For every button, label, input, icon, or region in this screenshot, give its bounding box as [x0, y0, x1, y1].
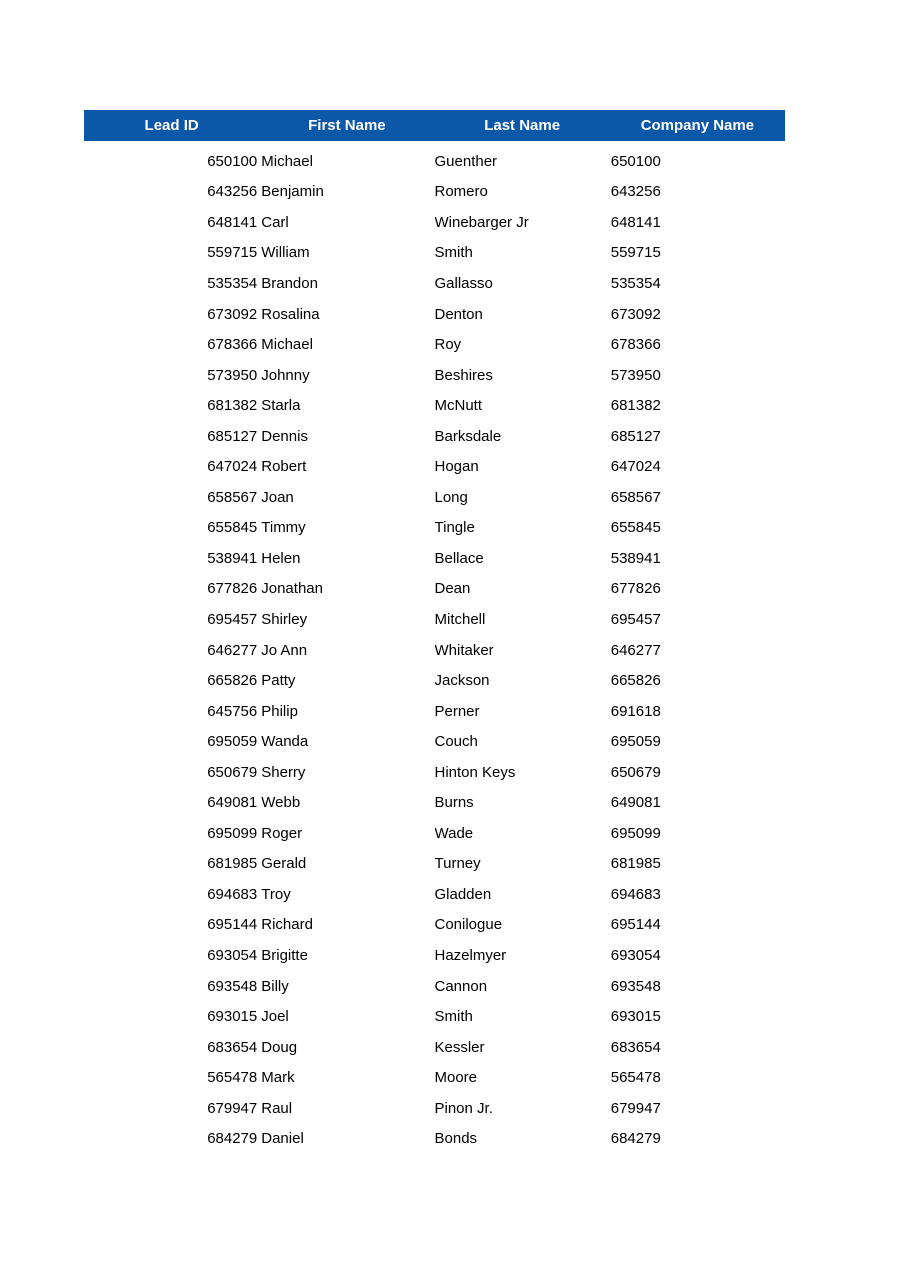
- cell-lead-id: 648141: [207, 213, 258, 231]
- table-row: [84, 207, 785, 238]
- cell-last-name: Hinton Keys: [434, 763, 516, 781]
- cell-company-name: 679947: [610, 1099, 661, 1117]
- cell-company-name: 655845: [610, 519, 661, 537]
- cell-last-name: Hazelmyer: [434, 946, 507, 964]
- cell-company-name: 695059: [610, 733, 661, 751]
- cell-last-name: Hogan: [434, 458, 479, 476]
- cell-lead-id: 685127: [207, 427, 258, 445]
- cell-last-name: Barksdale: [434, 427, 502, 445]
- cell-company-name: 573950: [610, 366, 661, 384]
- cell-last-name: Whitaker: [434, 641, 494, 659]
- cell-first-name: Michael: [261, 152, 313, 170]
- cell-lead-id: 649081: [207, 794, 258, 812]
- table-row: [84, 421, 785, 452]
- cell-company-name: 694683: [610, 885, 661, 903]
- table-row: [84, 910, 785, 941]
- column-header-last-name: Last Name: [484, 117, 561, 134]
- cell-lead-id: 650100: [207, 152, 258, 170]
- cell-company-name: 647024: [610, 458, 661, 476]
- cell-lead-id: 565478: [207, 1069, 258, 1087]
- cell-company-name: 693548: [610, 977, 661, 995]
- cell-first-name: Starla: [261, 397, 301, 415]
- table-row: [84, 1001, 785, 1032]
- cell-first-name: Raul: [261, 1099, 293, 1117]
- table-row: [84, 849, 785, 880]
- cell-lead-id: 693054: [207, 946, 258, 964]
- table-row: [84, 818, 785, 849]
- cell-company-name: 643256: [610, 183, 661, 201]
- cell-lead-id: 678366: [207, 336, 258, 354]
- cell-last-name: Wade: [434, 824, 474, 842]
- cell-last-name: Conilogue: [434, 916, 503, 934]
- cell-first-name: Sherry: [261, 763, 306, 781]
- cell-first-name: Carl: [261, 213, 289, 231]
- cell-company-name: 538941: [610, 549, 661, 567]
- cell-company-name: 658567: [610, 488, 661, 506]
- cell-last-name: Smith: [434, 244, 473, 262]
- cell-first-name: Billy: [261, 977, 289, 995]
- cell-first-name: Timmy: [261, 519, 306, 537]
- table-row: [84, 1093, 785, 1124]
- cell-first-name: Johnny: [261, 366, 310, 384]
- cell-first-name: Philip: [261, 702, 298, 720]
- cell-company-name: 685127: [610, 427, 661, 445]
- cell-first-name: Michael: [261, 336, 313, 354]
- cell-last-name: Dean: [434, 580, 471, 598]
- cell-lead-id: 683654: [207, 1038, 258, 1056]
- cell-company-name: 681382: [610, 397, 661, 415]
- cell-first-name: Doug: [261, 1038, 298, 1056]
- cell-first-name: Wanda: [261, 733, 309, 751]
- cell-lead-id: 645756: [207, 702, 258, 720]
- cell-company-name: 646277: [610, 641, 661, 659]
- table-row: [84, 299, 785, 330]
- cell-first-name: Patty: [261, 672, 296, 690]
- cell-first-name: Jo Ann: [261, 641, 308, 659]
- cell-lead-id: 695144: [207, 916, 258, 934]
- cell-last-name: Perner: [434, 702, 480, 720]
- table-row: [84, 360, 785, 391]
- cell-last-name: Tingle: [434, 519, 475, 537]
- cell-company-name: 559715: [610, 244, 661, 262]
- cell-last-name: Bonds: [434, 1130, 478, 1148]
- cell-lead-id: 647024: [207, 458, 258, 476]
- cell-first-name: William: [261, 244, 310, 262]
- cell-lead-id: 695059: [207, 733, 258, 751]
- cell-lead-id: 695457: [207, 610, 258, 628]
- cell-last-name: Gallasso: [434, 274, 493, 292]
- cell-last-name: Denton: [434, 305, 483, 323]
- cell-lead-id: 655845: [207, 519, 258, 537]
- cell-last-name: Beshires: [434, 366, 493, 384]
- table-row: [84, 513, 785, 544]
- cell-company-name: 678366: [610, 336, 661, 354]
- leads-table-body: [84, 146, 785, 1154]
- cell-lead-id: 646277: [207, 641, 258, 659]
- cell-company-name: 665826: [610, 672, 661, 690]
- cell-lead-id: 535354: [207, 274, 258, 292]
- table-row: [84, 177, 785, 208]
- cell-company-name: 691618: [610, 702, 661, 720]
- cell-company-name: 681985: [610, 855, 661, 873]
- cell-company-name: 683654: [610, 1038, 661, 1056]
- table-row: [84, 1032, 785, 1063]
- cell-last-name: Romero: [434, 183, 488, 201]
- cell-last-name: Burns: [434, 794, 474, 812]
- cell-last-name: Bellace: [434, 549, 484, 567]
- cell-company-name: 695099: [610, 824, 661, 842]
- cell-first-name: Roger: [261, 824, 303, 842]
- cell-lead-id: 677826: [207, 580, 258, 598]
- cell-company-name: 650679: [610, 763, 661, 781]
- cell-lead-id: 693548: [207, 977, 258, 995]
- table-row: [84, 390, 785, 421]
- cell-last-name: Pinon Jr.: [434, 1099, 493, 1117]
- table-row: [84, 238, 785, 269]
- cell-company-name: 693015: [610, 1008, 661, 1026]
- cell-first-name: Troy: [261, 885, 291, 903]
- cell-lead-id: 679947: [207, 1099, 258, 1117]
- cell-company-name: 535354: [610, 274, 661, 292]
- cell-last-name: Winebarger Jr: [434, 213, 529, 231]
- table-row: [84, 635, 785, 666]
- cell-company-name: 677826: [610, 580, 661, 598]
- cell-lead-id: 681985: [207, 855, 258, 873]
- cell-first-name: Benjamin: [261, 183, 324, 201]
- cell-company-name: 693054: [610, 946, 661, 964]
- cell-first-name: Joel: [261, 1008, 289, 1026]
- cell-first-name: Joan: [261, 488, 294, 506]
- column-header-lead-id: Lead ID: [144, 117, 199, 134]
- cell-company-name: 565478: [610, 1069, 661, 1087]
- cell-last-name: Cannon: [434, 977, 488, 995]
- cell-lead-id: 681382: [207, 397, 258, 415]
- table-row: [84, 1124, 785, 1155]
- cell-last-name: Turney: [434, 855, 481, 873]
- column-header-company-name: Company Name: [640, 117, 755, 134]
- cell-company-name: 673092: [610, 305, 661, 323]
- cell-company-name: 648141: [610, 213, 661, 231]
- cell-lead-id: 650679: [207, 763, 258, 781]
- table-row: [84, 879, 785, 910]
- table-row: [84, 726, 785, 757]
- cell-company-name: 695457: [610, 610, 661, 628]
- cell-company-name: 695144: [610, 916, 661, 934]
- cell-lead-id: 665826: [207, 672, 258, 690]
- cell-lead-id: 693015: [207, 1008, 258, 1026]
- table-row: [84, 971, 785, 1002]
- cell-last-name: Jackson: [434, 672, 490, 690]
- cell-lead-id: 559715: [207, 244, 258, 262]
- column-header-first-name: First Name: [308, 117, 386, 134]
- cell-first-name: Richard: [261, 916, 313, 934]
- cell-last-name: Kessler: [434, 1038, 485, 1056]
- cell-lead-id: 643256: [207, 183, 258, 201]
- cell-first-name: Robert: [261, 458, 307, 476]
- table-row: [84, 940, 785, 971]
- leads-table-header: [84, 110, 785, 141]
- cell-first-name: Rosalina: [261, 305, 320, 323]
- cell-first-name: Jonathan: [261, 580, 323, 598]
- table-row: [84, 268, 785, 299]
- cell-first-name: Gerald: [261, 855, 307, 873]
- table-row: [84, 665, 785, 696]
- table-row: [84, 543, 785, 574]
- cell-company-name: 684279: [610, 1130, 661, 1148]
- table-row: [84, 146, 785, 177]
- table-row: [84, 696, 785, 727]
- cell-first-name: Helen: [261, 549, 301, 567]
- cell-first-name: Brigitte: [261, 946, 308, 964]
- cell-company-name: 649081: [610, 794, 661, 812]
- cell-lead-id: 538941: [207, 549, 258, 567]
- cell-last-name: Mitchell: [434, 610, 486, 628]
- cell-last-name: Guenther: [434, 152, 498, 170]
- table-row: [84, 787, 785, 818]
- table-row: [84, 451, 785, 482]
- cell-last-name: Moore: [434, 1069, 478, 1087]
- cell-first-name: Brandon: [261, 274, 318, 292]
- cell-first-name: Webb: [261, 794, 301, 812]
- cell-first-name: Shirley: [261, 610, 308, 628]
- cell-last-name: Couch: [434, 733, 478, 751]
- table-row: [84, 757, 785, 788]
- table-row: [84, 482, 785, 513]
- cell-lead-id: 658567: [207, 488, 258, 506]
- cell-first-name: Daniel: [261, 1130, 304, 1148]
- cell-last-name: Long: [434, 488, 468, 506]
- cell-first-name: Dennis: [261, 427, 308, 445]
- cell-lead-id: 684279: [207, 1130, 258, 1148]
- cell-lead-id: 673092: [207, 305, 258, 323]
- cell-last-name: Smith: [434, 1008, 473, 1026]
- cell-last-name: Roy: [434, 336, 462, 354]
- cell-last-name: Gladden: [434, 885, 492, 903]
- table-row: [84, 329, 785, 360]
- cell-lead-id: 573950: [207, 366, 258, 384]
- cell-lead-id: 694683: [207, 885, 258, 903]
- cell-company-name: 650100: [610, 152, 661, 170]
- table-row: [84, 574, 785, 605]
- cell-lead-id: 695099: [207, 824, 258, 842]
- cell-last-name: McNutt: [434, 397, 483, 415]
- table-row: [84, 1062, 785, 1093]
- cell-first-name: Mark: [261, 1069, 295, 1087]
- table-row: [84, 604, 785, 635]
